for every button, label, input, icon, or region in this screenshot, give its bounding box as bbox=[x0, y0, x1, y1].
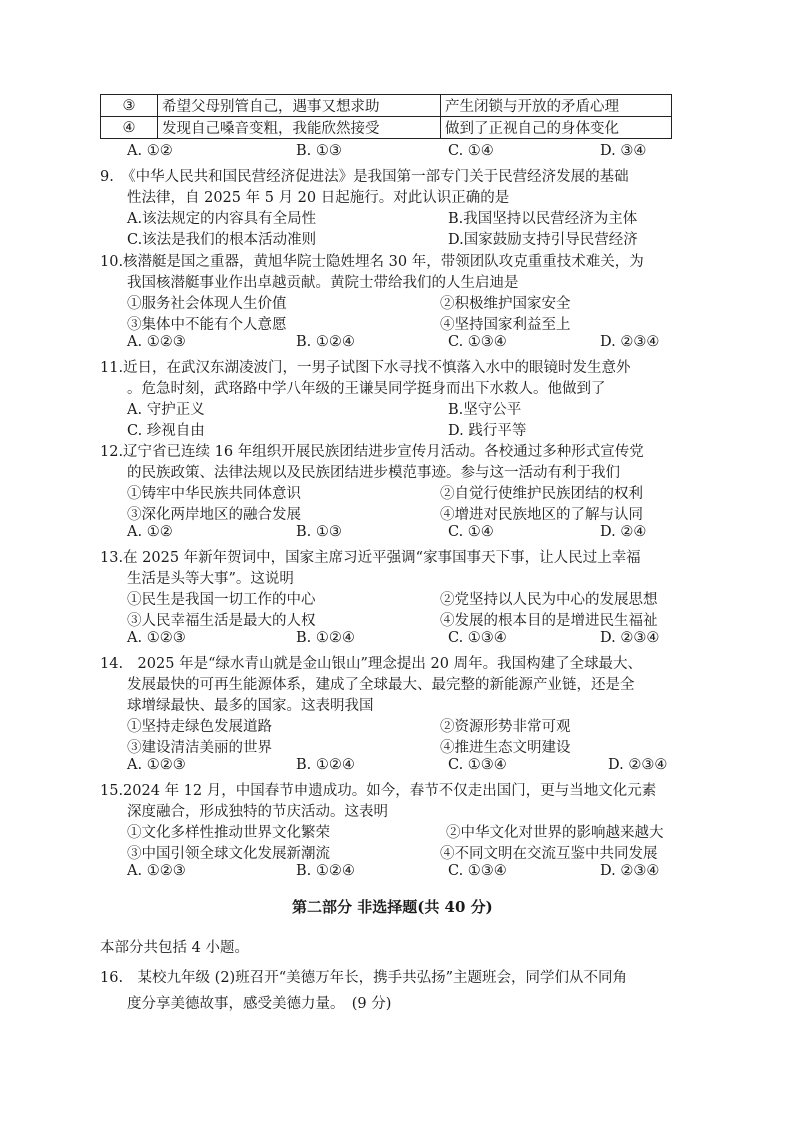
q12-item-2: ②自觉行使维护民族团结的权利 bbox=[440, 486, 643, 502]
q14-option-a[interactable]: A. ①②③ bbox=[127, 757, 186, 773]
q12-option-d[interactable]: D. ②④ bbox=[600, 524, 647, 540]
q10-item-4: ④坚持国家利益至上 bbox=[440, 317, 571, 333]
q11-stem-line-2: 。危急时刻，武珞路中学八年级的王谦昊同学挺身而出下水救人。他做到了 bbox=[127, 381, 606, 397]
q10-item-3: ③集体中不能有个人意愿 bbox=[127, 317, 287, 333]
q15-item-2: ②中华文化对世界的影响越来越大 bbox=[446, 825, 664, 841]
q10-option-d[interactable]: D. ②③④ bbox=[600, 334, 660, 350]
q13-option-c[interactable]: C. ①③④ bbox=[448, 630, 507, 646]
q14-item-3: ③建设清洁美丽的世界 bbox=[127, 740, 272, 756]
q9-stem-line-2: 性法律，自 2025 年 5 月 20 日起施行。对此认识正确的是 bbox=[127, 190, 510, 206]
q9-option-d[interactable]: D.国家鼓励支持引导民营经济 bbox=[448, 232, 638, 248]
q8-option-d[interactable]: D. ③④ bbox=[600, 143, 647, 159]
q15-stem-line-2: 深度融合，形成独特的节庆活动。这表明 bbox=[127, 804, 388, 820]
q14-item-2: ②资源形势非常可观 bbox=[440, 719, 571, 735]
table-cell-desc: 希望父母别管自己，遇事又想求助 bbox=[158, 95, 441, 117]
q13-item-4: ④发展的根本目的是增进民生福祉 bbox=[440, 613, 658, 629]
part2-heading: 第二部分 非选择题(共 40 分) bbox=[292, 898, 493, 916]
q16-stem-line-2: 度分享美德故事，感受美德力量。 (9 分) bbox=[127, 996, 392, 1012]
part2-intro: 本部分共包括 4 小题。 bbox=[100, 940, 249, 956]
q15-item-1: ①文化多样性推动世界文化繁荣 bbox=[127, 825, 330, 841]
q13-option-b[interactable]: B. ①②④ bbox=[296, 630, 355, 646]
table-row bbox=[101, 95, 672, 117]
q13-item-2: ②党坚持以人民为中心的发展思想 bbox=[440, 592, 658, 608]
q15-item-3: ③中国引领全球文化发展新潮流 bbox=[127, 846, 330, 862]
table-cell-meaning: 做到了正视自己的身体变化 bbox=[441, 117, 672, 139]
q9-option-c[interactable]: C.该法是我们的根本活动准则 bbox=[127, 232, 317, 248]
q11-stem-line-1: 11.近日，在武汉东湖凌波门，一男子试图下水寻找不慎落入水中的眼镜时发生意外 bbox=[100, 360, 631, 376]
q10-stem-line-2: 我国核潜艇事业作出卓越贡献。黄院士带给我们的人生启迪是 bbox=[127, 275, 519, 291]
q11-option-a[interactable]: A. 守护正义 bbox=[127, 402, 205, 418]
q13-stem-line-1: 13.在 2025 年新年贺词中，国家主席习近平强调“家事国事天下事，让人民过上幸福 bbox=[100, 550, 641, 566]
q12-stem-line-1: 12.辽宁省已连续 16 年组织开展民族团结进步宣传月活动。各校通过多种形式宣传党 bbox=[100, 444, 644, 460]
q16-stem-line-1: 16. 某校九年级 (2)班召开“美德万年长，携手共弘扬”主题班会，同学们从不同角 bbox=[100, 970, 628, 986]
q13-stem-line-2: 生活是头等大事”。这说明 bbox=[127, 571, 294, 587]
q8-option-c[interactable]: C. ①④ bbox=[448, 143, 494, 159]
q13-option-a[interactable]: A. ①②③ bbox=[127, 630, 186, 646]
q12-item-1: ①铸牢中华民族共同体意识 bbox=[127, 486, 301, 502]
q15-option-c[interactable]: C. ①③④ bbox=[448, 863, 507, 879]
q14-option-c[interactable]: C. ①③④ bbox=[448, 757, 507, 773]
table-cell-desc: 发现自己嗓音变粗，我能欣然接受 bbox=[158, 117, 441, 139]
q15-item-4: ④不同文明在交流互鉴中共同发展 bbox=[440, 846, 658, 862]
q15-option-d[interactable]: D. ②③④ bbox=[600, 863, 660, 879]
q14-item-4: ④推进生态文明建设 bbox=[440, 740, 571, 756]
q12-option-c[interactable]: C. ①④ bbox=[448, 524, 494, 540]
q11-option-c[interactable]: C. 珍视自由 bbox=[127, 423, 205, 439]
q11-option-b[interactable]: B.坚守公平 bbox=[448, 402, 522, 418]
q12-option-b[interactable]: B. ①③ bbox=[296, 524, 342, 540]
q10-item-2: ②积极维护国家安全 bbox=[440, 296, 571, 312]
q9-option-b[interactable]: B.我国坚持以民营经济为主体 bbox=[448, 211, 638, 227]
q14-option-b[interactable]: B. ①②④ bbox=[296, 757, 355, 773]
q10-option-a[interactable]: A. ①②③ bbox=[127, 334, 186, 350]
q10-stem-line-1: 10.核潜艇是国之重器，黄旭华院士隐姓埋名 30 年，带领团队攻克重重技术难关，为 bbox=[100, 254, 644, 270]
table-cell-num: ④ bbox=[101, 117, 158, 139]
q12-item-4: ④增进对民族地区的了解与认同 bbox=[440, 507, 643, 523]
q13-item-1: ①民生是我国一切工作的中心 bbox=[127, 592, 316, 608]
q12-item-3: ③深化两岸地区的融合发展 bbox=[127, 507, 301, 523]
q12-option-a[interactable]: A. ①② bbox=[127, 524, 173, 540]
q8-option-a[interactable]: A. ①② bbox=[127, 143, 173, 159]
q14-item-1: ①坚持走绿色发展道路 bbox=[127, 719, 272, 735]
q14-stem-line-3: 球增绿最快、最多的国家。这表明我国 bbox=[127, 698, 374, 714]
q11-option-d[interactable]: D. 践行平等 bbox=[448, 423, 527, 439]
q8-option-b[interactable]: B. ①③ bbox=[296, 143, 342, 159]
q15-stem-line-1: 15.2024 年 12 月，中国春节申遗成功。如今，春节不仅走出国门，更与当地文化元素 bbox=[100, 783, 657, 799]
q15-option-b[interactable]: B. ①②④ bbox=[296, 863, 355, 879]
q15-option-a[interactable]: A. ①②③ bbox=[127, 863, 186, 879]
q13-item-3: ③人民幸福生活是最大的人权 bbox=[127, 613, 316, 629]
q9-option-a[interactable]: A.该法规定的内容具有全局性 bbox=[127, 211, 317, 227]
table-cell-num: ③ bbox=[101, 95, 158, 117]
table-cell-meaning: 产生闭锁与开放的矛盾心理 bbox=[441, 95, 672, 117]
q14-option-d[interactable]: D. ②③④ bbox=[608, 757, 668, 773]
q14-stem-line-2: 发展最快的可再生能源体系，建成了全球最大、最完整的新能源产业链，还是全 bbox=[127, 677, 635, 693]
q10-option-b[interactable]: B. ①②④ bbox=[296, 334, 355, 350]
q8-table bbox=[100, 94, 672, 139]
q10-option-c[interactable]: C. ①③④ bbox=[448, 334, 507, 350]
q14-stem-line-1: 14. 2025 年是“绿水青山就是金山银山”理念提出 20 周年。我国构建了全球最大、 bbox=[100, 656, 643, 672]
q12-stem-line-2: 的民族政策、法律法规以及民族团结进步模范事迹。参与这一活动有利于我们 bbox=[127, 465, 620, 481]
q9-stem-line-1: 9. 《中华人民共和国民营经济促进法》是我国第一部专门关于民营经济发展的基础 bbox=[100, 169, 629, 185]
table-row bbox=[101, 117, 672, 139]
q13-option-d[interactable]: D. ②③④ bbox=[600, 630, 660, 646]
q10-item-1: ①服务社会体现人生价值 bbox=[127, 296, 287, 312]
